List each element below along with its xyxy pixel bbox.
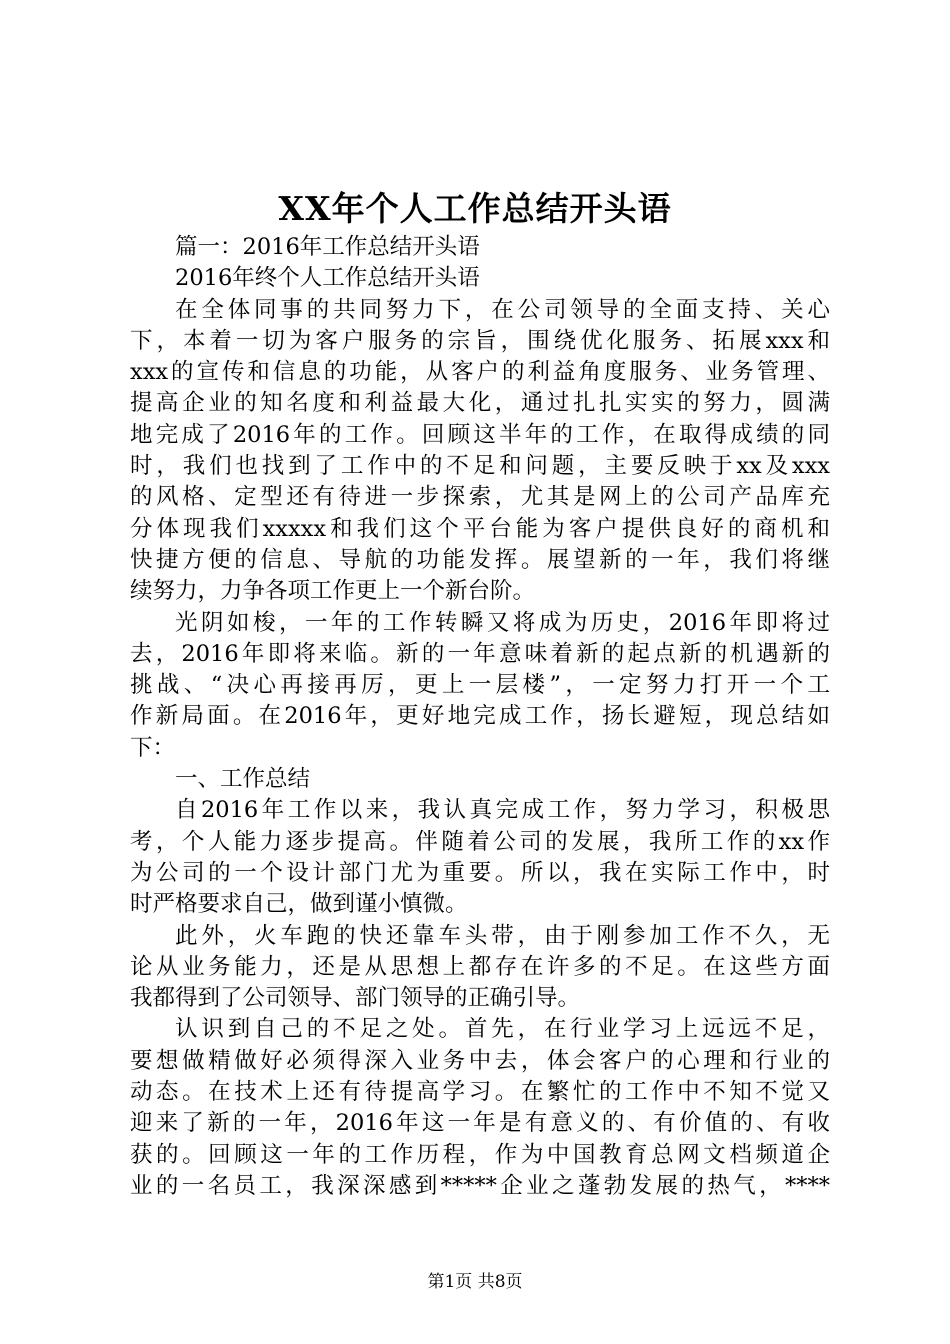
text-line: 时，我们也找到了工作中的不足和问题，主要反映于xx及xxx	[130, 453, 830, 480]
text-line: 快捷方便的信息、导航的功能发挥。展望新的一年，我们将继	[130, 546, 830, 573]
text-line: 为公司的一个设计部门尤为重要。所以，我在实际工作中，时	[130, 859, 830, 886]
text-line: 考，个人能力逐步提高。伴随着公司的发展，我所工作的xx作	[130, 828, 830, 855]
text-line: 去，2016年即将来临。新的一年意味着新的起点新的机遇新的	[130, 640, 830, 667]
text-line: 光阴如梭，一年的工作转瞬又将成为历史，2016年即将过	[175, 609, 830, 636]
text-line: 下：	[130, 734, 176, 761]
text-line: 认识到自己的不足之处。首先，在行业学习上远远不足，	[175, 1016, 830, 1043]
text-line: 要想做精做好必须得深入业务中去，体会客户的心理和行业的	[130, 1047, 830, 1074]
text-line: xxx的宣传和信息的功能，从客户的利益角度服务、业务管理、	[130, 359, 830, 386]
text-line: 挑战、“决心再接再厉，更上一层楼”，一定努力打开一个工	[130, 672, 830, 699]
text-line: 时严格要求自己，做到谨小慎微。	[130, 891, 468, 918]
text-line: 在全体同事的共同努力下，在公司领导的全面支持、关心	[175, 296, 830, 323]
text-line: 续努力，力争各项工作更上一个新台阶。	[130, 578, 536, 605]
text-line: 业的一名员工，我深深感到*****企业之蓬勃发展的热气，****	[130, 1172, 830, 1199]
text-line: 地完成了2016年的工作。回顾这半年的工作，在取得成绩的同	[130, 421, 830, 448]
text-line: 作新局面。在2016年，更好地完成工作，扬长避短，现总结如	[130, 703, 830, 730]
document-body	[130, 232, 830, 1202]
document-title: XX年个人工作总结开头语	[278, 189, 672, 228]
text-line: 提高企业的知名度和利益最大化，通过扎扎实实的努力，圆满	[130, 390, 830, 417]
text-line: 2016年终个人工作总结开头语	[175, 265, 480, 292]
text-line: 获的。回顾这一年的工作历程，作为中国教育总网文档频道企	[130, 1141, 830, 1168]
text-line: 下，本着一切为客户服务的宗旨，围绕优化服务、拓展xxx和	[130, 327, 830, 354]
text-line: 动态。在技术上还有待提高学习。在繁忙的工作中不知不觉又	[130, 1079, 830, 1106]
text-line: 迎来了新的一年，2016年这一年是有意义的、有价值的、有收	[130, 1110, 830, 1137]
text-line: 我都得到了公司领导、部门领导的正确引导。	[130, 985, 581, 1012]
text-line: 自2016年工作以来，我认真完成工作，努力学习，积极思	[175, 797, 830, 824]
text-line: 此外，火车跑的快还靠车头带，由于刚参加工作不久，无	[175, 922, 830, 949]
text-line: 篇一：2016年工作总结开头语	[175, 234, 480, 260]
page-indicator: 第1页 共8页	[427, 1272, 523, 1292]
text-line: 一、工作总结	[175, 766, 311, 793]
text-line: 的风格、定型还有待进一步探索，尤其是网上的公司产品库充	[130, 484, 830, 511]
text-line: 论从业务能力，还是从思想上都存在许多的不足。在这些方面	[130, 953, 830, 980]
text-line: 分体现我们xxxxx和我们这个平台能为客户提供良好的商机和	[130, 515, 830, 542]
